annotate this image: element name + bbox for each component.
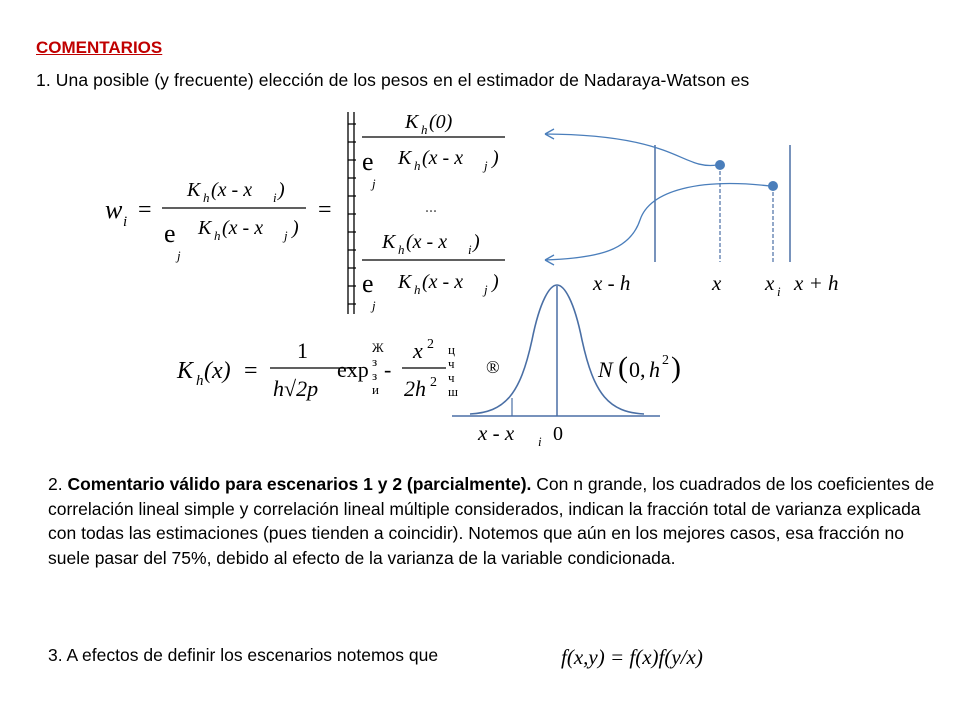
vector-entry-first bbox=[362, 111, 505, 191]
svg-text:h: h bbox=[414, 282, 421, 297]
svg-text:2: 2 bbox=[427, 337, 434, 352]
comment-2-bold: Comentario válido para escenarios 1 y 2 (parcialmente). bbox=[67, 474, 532, 494]
svg-text:): ) bbox=[492, 147, 499, 169]
kernel-subscript: h bbox=[196, 373, 204, 389]
normal-symbol: N bbox=[598, 357, 613, 382]
product-text: f(x,y) = f(x)f(y/x) bbox=[561, 645, 703, 669]
label-zero: 0 bbox=[553, 423, 563, 445]
kernel-numerator: 1 bbox=[297, 338, 308, 363]
svg-text:(x - x: (x - x bbox=[222, 217, 264, 239]
label-x-plus-h: x + h bbox=[794, 271, 839, 295]
svg-text:h: h bbox=[414, 158, 421, 173]
svg-text:ш: ш bbox=[448, 384, 459, 399]
svg-text:2: 2 bbox=[430, 375, 437, 390]
label-x-minus-xi: x - x bbox=[478, 421, 515, 445]
svg-text:j: j bbox=[484, 158, 488, 173]
svg-text:K: K bbox=[405, 111, 419, 133]
vector-entry-i bbox=[362, 231, 505, 313]
arrow-symbol: ® bbox=[486, 357, 500, 377]
kernel-formula bbox=[176, 337, 681, 401]
svg-text:h: h bbox=[398, 242, 405, 257]
svg-text:(x - x: (x - x bbox=[211, 179, 253, 201]
label-x-minus-h: x - h bbox=[593, 271, 631, 295]
svg-text:e: e bbox=[362, 147, 374, 176]
vector-bracket bbox=[348, 112, 356, 314]
svg-text:i: i bbox=[538, 434, 542, 449]
svg-text:K: K bbox=[187, 179, 201, 201]
svg-text:(x - x: (x - x bbox=[406, 231, 448, 253]
svg-text:): ) bbox=[292, 217, 299, 239]
svg-text:(x - x: (x - x bbox=[422, 147, 464, 169]
arrow-to-i-entry bbox=[545, 184, 770, 260]
ellipsis: ... bbox=[425, 199, 437, 216]
comment-3: 3. A efectos de definir los escenarios notemos que bbox=[48, 645, 439, 665]
label-xi: x bbox=[765, 271, 775, 295]
section-heading: COMENTARIOS bbox=[36, 38, 163, 57]
svg-text:(0): (0) bbox=[429, 111, 453, 133]
svg-text:): ) bbox=[278, 179, 285, 201]
svg-text:j: j bbox=[177, 248, 181, 263]
svg-text:2h: 2h bbox=[404, 376, 426, 401]
exp-function: exp bbox=[337, 357, 369, 382]
weight-lhs: w bbox=[105, 195, 123, 224]
svg-text:h: h bbox=[203, 190, 210, 205]
svg-text:e: e bbox=[164, 219, 176, 248]
weight-subscript: i bbox=[123, 214, 128, 230]
svg-text:i: i bbox=[468, 242, 472, 257]
comment-1: 1. Una posible (y frecuente) elección de los pesos en el estimador de Nadaraya-Watson es bbox=[36, 70, 750, 90]
svg-text:ц: ц bbox=[448, 342, 455, 357]
label-x: x bbox=[712, 271, 722, 295]
svg-text:(x): (x) bbox=[204, 358, 231, 384]
svg-text:e: e bbox=[362, 269, 374, 298]
svg-text:h: h bbox=[649, 357, 660, 382]
svg-text:j: j bbox=[484, 282, 488, 297]
window-graph bbox=[545, 129, 839, 299]
svg-text:=: = bbox=[318, 197, 332, 223]
svg-text:i: i bbox=[273, 190, 277, 205]
svg-text:0,: 0, bbox=[629, 357, 646, 382]
svg-text:-: - bbox=[384, 357, 392, 382]
svg-text:h: h bbox=[421, 122, 428, 137]
svg-text:=: = bbox=[244, 358, 258, 384]
svg-text:ч: ч bbox=[448, 370, 455, 385]
svg-text:(x - x: (x - x bbox=[422, 271, 464, 293]
product-formula bbox=[561, 645, 703, 669]
arrow-to-first-entry bbox=[545, 134, 717, 165]
kernel-lhs: K bbox=[177, 358, 194, 384]
svg-text:Ж: Ж bbox=[372, 340, 384, 355]
comment-2 bbox=[48, 472, 948, 570]
comment-2-text: Con n grande, los cuadrados de los coeficientes de correlación lineal simple y correlación lineal múltiple considerados, indican la fracción total de varianza explicada con todas las estimaciones (pues tienden a coincidir). Notemos que aún en los mejores casos, esa fracción no suele pasar del 75%, debido al efecto de la varianza de la variable condicionada. bbox=[48, 474, 935, 568]
label-xi-sub: i bbox=[777, 284, 781, 299]
svg-text:и: и bbox=[372, 382, 379, 397]
svg-text:з: з bbox=[372, 368, 378, 383]
weight-formula bbox=[105, 179, 332, 263]
svg-text:ч: ч bbox=[448, 356, 455, 371]
svg-text:): ) bbox=[492, 271, 499, 293]
svg-text:(: ( bbox=[618, 351, 628, 384]
svg-text:x: x bbox=[413, 338, 423, 363]
svg-text:h: h bbox=[214, 228, 221, 243]
svg-text:K: K bbox=[382, 231, 396, 253]
kernel-denominator: h√2p bbox=[273, 376, 319, 401]
svg-text:K: K bbox=[398, 147, 412, 169]
svg-text:K: K bbox=[398, 271, 412, 293]
svg-text:j: j bbox=[284, 228, 288, 243]
svg-text:K: K bbox=[198, 217, 212, 239]
svg-text:2: 2 bbox=[662, 353, 669, 368]
svg-text:): ) bbox=[473, 231, 480, 253]
comment-2-number: 2. bbox=[48, 474, 63, 494]
svg-text:=: = bbox=[138, 197, 152, 223]
svg-text:): ) bbox=[671, 351, 681, 384]
svg-text:з: з bbox=[372, 354, 378, 369]
svg-text:j: j bbox=[372, 176, 376, 191]
svg-text:j: j bbox=[372, 298, 376, 313]
